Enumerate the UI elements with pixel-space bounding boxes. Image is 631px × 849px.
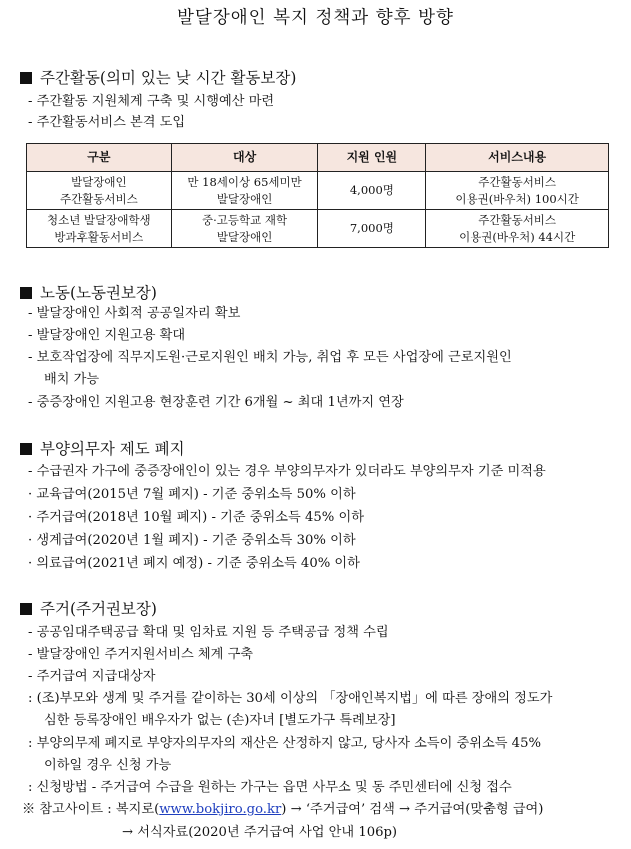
sub-list-item: · 의료급여(2021년 폐지 예정) - 기준 중위소득 40% 이하 — [28, 556, 360, 571]
detail-item: : 신청방법 - 주거급여 수급을 원하는 가구는 읍면 사무소 및 동 주민센터에 신청 접수 — [28, 780, 512, 795]
detail-item-continuation: 이하일 경우 신청 가능 — [44, 758, 172, 773]
list-item: - 수급권자 가구에 중증장애인이 있는 경우 부양의무자가 있더라도 부양의무자 기준 미적용 — [28, 464, 546, 479]
service-table — [26, 143, 609, 248]
reference-prefix: ※ 참고사이트 : 복지로( — [22, 802, 160, 817]
table-cell — [426, 172, 609, 210]
table-row — [27, 172, 609, 210]
section-title: 주간활동(의미 있는 낮 시간 활동보장) — [40, 69, 297, 87]
reference-line — [22, 801, 543, 819]
square-bullet-icon — [20, 603, 32, 615]
detail-item-continuation: 심한 등록장애인 배우자가 없는 (손)자녀 [별도가구 특례보장] — [44, 713, 396, 728]
cell-line: 발달장애인 — [216, 191, 273, 206]
reference-line-2: → 서식자료(2020년 주거급여 사업 안내 106p) — [122, 825, 398, 840]
list-item: - 주간활동서비스 본격 도입 — [28, 115, 186, 130]
table-header-cell: 대상 — [171, 144, 318, 172]
section-title: 주거(주거권보장) — [40, 600, 157, 618]
sub-list-item: · 생계급여(2020년 1월 폐지) - 기준 중위소득 30% 이하 — [28, 533, 356, 548]
list-item-continuation: 배치 가능 — [44, 372, 100, 387]
list-item: - 주거급여 지급대상자 — [28, 669, 156, 684]
list-item: - 발달장애인 주거지원서비스 체계 구축 — [28, 647, 254, 662]
square-bullet-icon — [20, 287, 32, 299]
sub-list-item: · 교육급여(2015년 7월 폐지) - 기준 중위소득 50% 이하 — [28, 487, 356, 502]
cell-line: 주간활동서비스 — [478, 174, 557, 189]
table-cell: 7,000명 — [318, 210, 426, 248]
table-cell — [171, 172, 318, 210]
cell-line: 방과후활동서비스 — [54, 229, 144, 244]
cell-line: 발달장애인 — [216, 229, 273, 244]
cell-line: 중·고등학교 재학 — [202, 212, 288, 227]
list-item: - 주간활동 지원체계 구축 및 시행예산 마련 — [28, 94, 275, 109]
table-row — [27, 210, 609, 248]
section-title: 부양의무자 제도 폐지 — [40, 440, 185, 458]
section-heading-day-activity — [20, 66, 296, 88]
cell-line: 청소년 발달장애학생 — [47, 212, 151, 227]
table-cell — [426, 210, 609, 248]
detail-item: : 부양의무제 폐지로 부양자의무자의 재산은 산정하지 않고, 당사자 소득이 중위소득 45% — [28, 736, 541, 751]
cell-line: 주간활동서비스 — [478, 212, 557, 227]
table-header-cell: 서비스내용 — [426, 144, 609, 172]
cell-line: 발달장애인 — [71, 174, 127, 189]
table-cell — [27, 172, 172, 210]
table-cell — [27, 210, 172, 248]
table-cell — [171, 210, 318, 248]
detail-item: : (조)부모와 생계 및 주거를 같이하는 30세 이상의 「장애인복지법」에 따른 장애의 정도가 — [28, 691, 553, 706]
list-item: - 중증장애인 지원고용 현장훈련 기간 6개월 ~ 최대 1년까지 연장 — [28, 395, 404, 410]
section-heading-housing — [20, 597, 157, 619]
bokjiro-link[interactable]: www.bokjiro.go.kr — [159, 802, 282, 817]
sub-list-item: · 주거급여(2018년 10월 폐지) - 기준 중위소득 45% 이하 — [28, 510, 364, 525]
section-heading-support-obligation — [20, 437, 185, 459]
square-bullet-icon — [20, 443, 32, 455]
cell-line: 이용권(바우처) 100시간 — [455, 191, 579, 206]
section-heading-labor — [20, 281, 157, 303]
list-item: - 발달장애인 사회적 공공일자리 확보 — [28, 306, 241, 321]
reference-suffix: ) → ‘주거급여’ 검색 → 주거급여(맞춤형 급여) — [281, 802, 544, 817]
list-item: - 발달장애인 지원고용 확대 — [28, 328, 186, 343]
document-title: 발달장애인 복지 정책과 향후 방향 — [177, 8, 454, 28]
table-cell: 4,000명 — [318, 172, 426, 210]
list-item: - 공공임대주택공급 확대 및 임차료 지원 등 주택공급 정책 수립 — [28, 625, 389, 640]
cell-line: 이용권(바우처) 44시간 — [459, 229, 576, 244]
cell-line: 주간활동서비스 — [59, 191, 138, 206]
section-title: 노동(노동권보장) — [40, 284, 157, 302]
table-header-row — [27, 144, 609, 172]
square-bullet-icon — [20, 72, 32, 84]
table-header-cell: 지원 인원 — [318, 144, 426, 172]
cell-line: 만 18세이상 65세미만 — [187, 174, 302, 189]
list-item: - 보호작업장에 직무지도원·근로지원인 배치 가능, 취업 후 모든 사업장에 근로지원인 — [28, 350, 512, 365]
table-header-cell: 구분 — [27, 144, 172, 172]
